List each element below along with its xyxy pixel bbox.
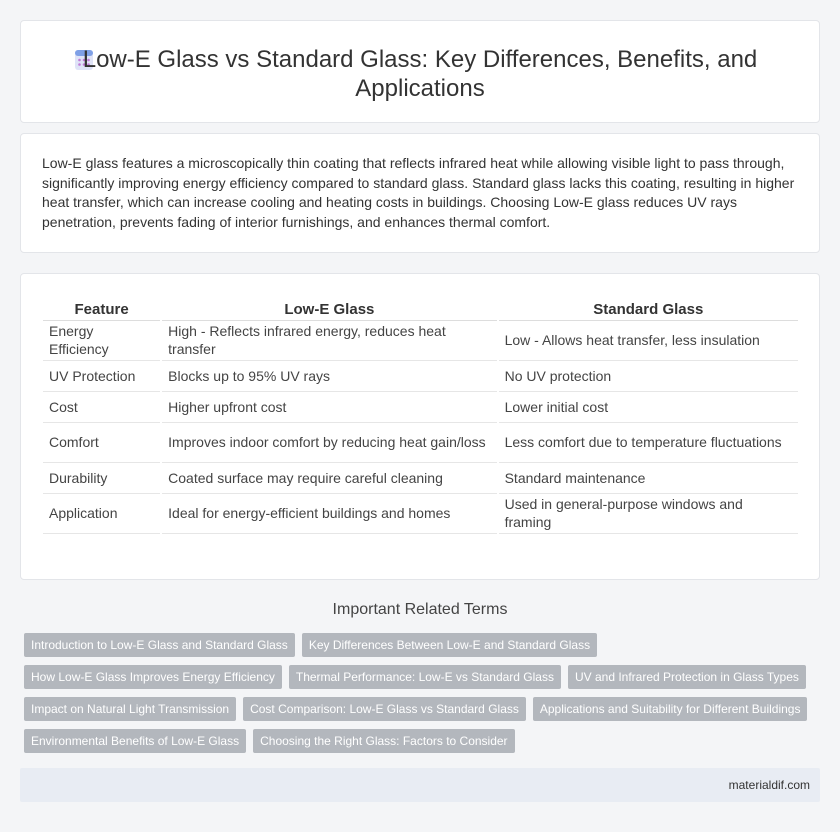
related-tag[interactable]: Key Differences Between Low-E and Standard Glass	[302, 633, 597, 657]
standard-cell: Lower initial cost	[498, 391, 798, 422]
related-tags-row	[24, 665, 806, 689]
related-terms-heading: Important Related Terms	[332, 601, 508, 618]
related-tag[interactable]: Thermal Performance: Low-E vs Standard Glass	[289, 665, 561, 689]
table-row	[43, 360, 798, 391]
standard-cell: No UV protection	[498, 360, 798, 391]
low-e-cell: Ideal for energy-efficient buildings and homes	[161, 493, 497, 533]
related-tags-row	[24, 633, 597, 657]
standard-cell: Less comfort due to temperature fluctuations	[498, 422, 798, 462]
table-row	[43, 422, 798, 462]
related-tag[interactable]: UV and Infrared Protection in Glass Types	[568, 665, 806, 689]
feature-cell: UV Protection	[43, 360, 161, 391]
header-low-e-glass: Low-E Glass	[161, 292, 497, 320]
title-card	[20, 20, 820, 123]
standard-cell: Used in general-purpose windows and framing	[498, 493, 798, 533]
feature-cell: Comfort	[43, 422, 161, 462]
comparison-table-card	[20, 273, 820, 580]
related-tag[interactable]: Introduction to Low-E Glass and Standard Glass	[24, 633, 295, 657]
related-tag[interactable]: Applications and Suitability for Different Buildings	[533, 697, 808, 721]
page-title: Low-E Glass vs Standard Glass: Key Differences, Benefits, and Applications	[82, 46, 758, 102]
low-e-cell: Higher upfront cost	[161, 391, 497, 422]
site-name[interactable]: materialdif.com	[728, 778, 810, 792]
footer	[20, 768, 820, 802]
header-feature: Feature	[43, 292, 161, 320]
related-tag[interactable]: Cost Comparison: Low-E Glass vs Standard Glass	[243, 697, 526, 721]
related-tags-row	[24, 697, 807, 721]
table-row	[43, 493, 798, 533]
feature-cell: Durability	[43, 462, 161, 493]
feature-cell: Energy Efficiency	[43, 320, 161, 360]
low-e-cell: High - Reflects infrared energy, reduces heat transfer	[161, 320, 497, 360]
table-row	[43, 320, 798, 360]
low-e-cell: Coated surface may require careful cleaning	[161, 462, 497, 493]
related-tag[interactable]: Impact on Natural Light Transmission	[24, 697, 236, 721]
low-e-cell: Improves indoor comfort by reducing heat gain/loss	[161, 422, 497, 462]
table-row	[43, 391, 798, 422]
summary-card	[20, 133, 820, 253]
comparison-table	[43, 292, 798, 534]
standard-cell: Low - Allows heat transfer, less insulation	[498, 320, 798, 360]
table-header-row	[43, 292, 798, 320]
header-standard-glass: Standard Glass	[498, 292, 798, 320]
feature-cell: Application	[43, 493, 161, 533]
standard-cell: Standard maintenance	[498, 462, 798, 493]
feature-cell: Cost	[43, 391, 161, 422]
table-row	[43, 462, 798, 493]
related-tag[interactable]: How Low-E Glass Improves Energy Efficiency	[24, 665, 282, 689]
related-tag[interactable]: Choosing the Right Glass: Factors to Consider	[253, 729, 514, 753]
related-tags-row	[24, 729, 515, 753]
summary-text: Low-E glass features a microscopically thin coating that reflects infrared heat while allowing visible light to pass through, significantly improving energy efficiency compared to standard glass. Standard glass lacks this coating, resulting in higher heat transfer, which can increase cooling and heating costs in buildings. Choosing Low-E glass reduces UV rays penetration, prevents fading of interior furnishings, and enhances thermal comfort.	[42, 155, 795, 230]
related-tag[interactable]: Environmental Benefits of Low-E Glass	[24, 729, 246, 753]
low-e-cell: Blocks up to 95% UV rays	[161, 360, 497, 391]
